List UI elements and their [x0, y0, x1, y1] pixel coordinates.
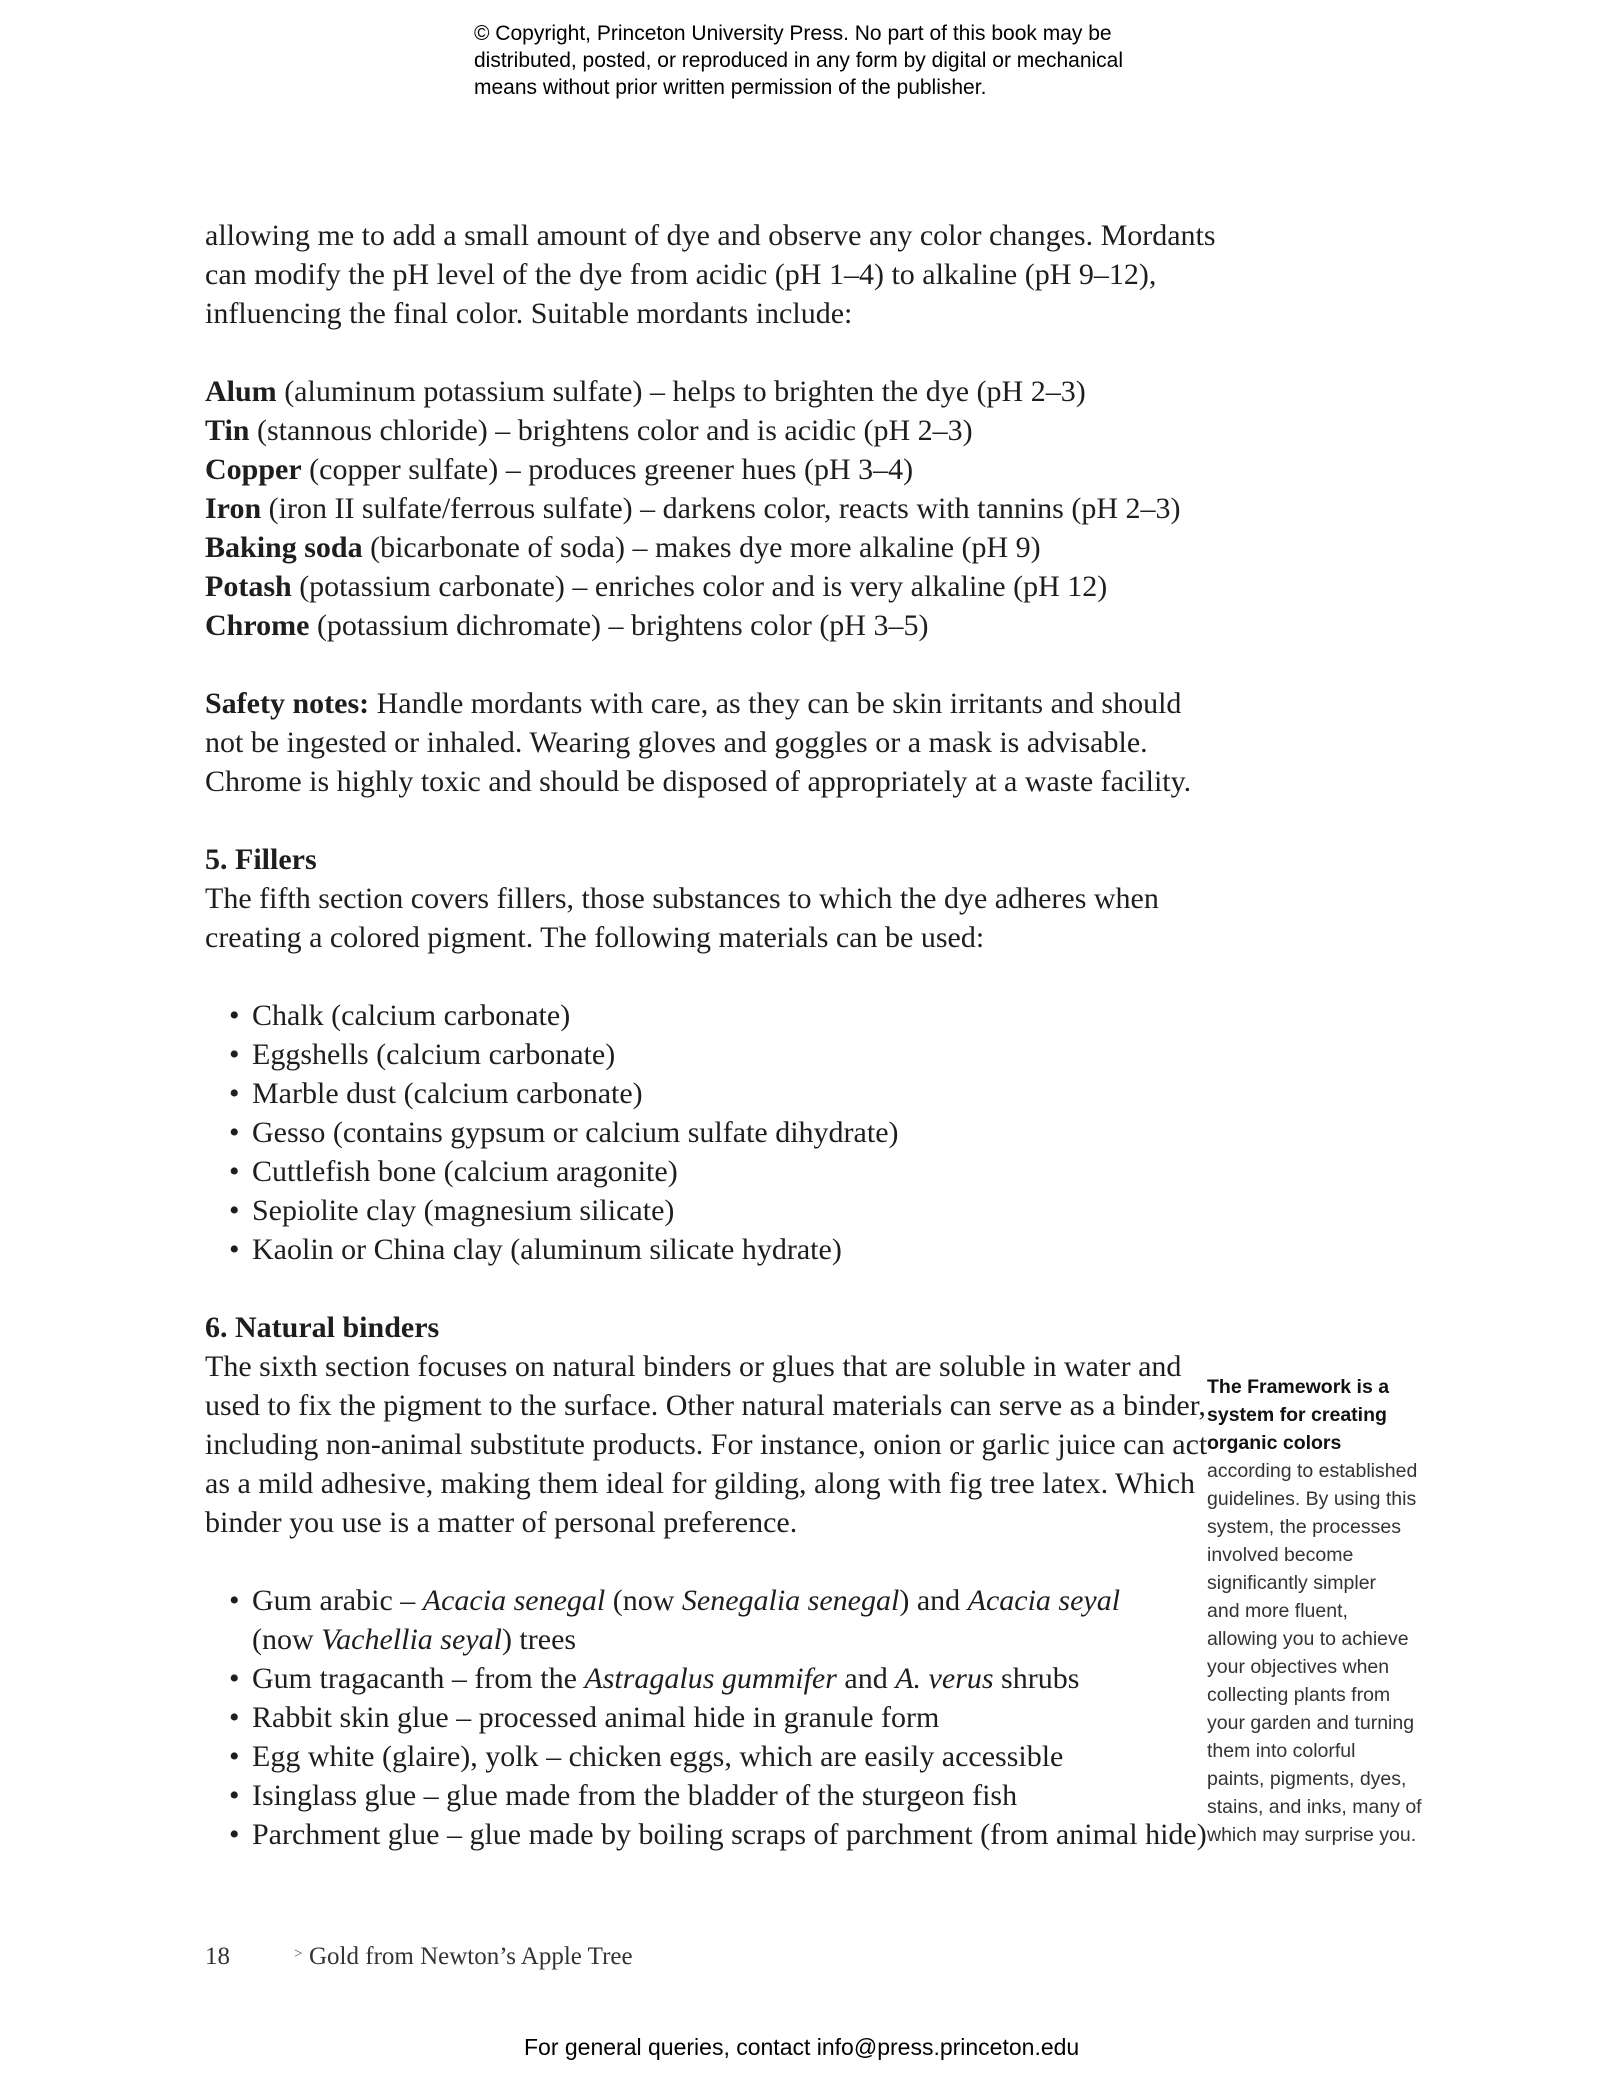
list-item: • Eggshells (calcium carbonate) [205, 1035, 1195, 1074]
sidebar-line: paints, pigments, dyes, [1207, 1768, 1407, 1790]
mordant-desc: (copper sulfate) – produces greener hues (pH 3–4) [301, 453, 914, 486]
list-item: • Gesso (contains gypsum or calcium sulfate dihydrate) [205, 1113, 1195, 1152]
copyright-line: © Copyright, Princeton University Press. No part of this book may be [474, 22, 1112, 45]
running-title: Gold from Newton’s Apple Tree [309, 1943, 633, 1970]
mordant-item [205, 411, 1195, 450]
list-item: • Cuttlefish bone (calcium aragonite) [205, 1152, 1195, 1191]
mordant-name: Tin [205, 414, 250, 447]
mordant-desc: (stannous chloride) – brightens color and is acidic (pH 2–3) [249, 414, 973, 447]
sidebar-line: stains, and inks, many of [1207, 1796, 1422, 1818]
list-item: • Marble dust (calcium carbonate) [205, 1074, 1195, 1113]
mordant-name: Alum [205, 375, 277, 408]
list-item: • Egg white (glaire), yolk – chicken eggs, which are easily accessible [205, 1737, 1195, 1776]
intro-paragraph [205, 216, 1216, 333]
sidebar-line: which may surprise you. [1207, 1824, 1417, 1846]
safety-text: Handle mordants with care, as they can be skin irritants and should [369, 687, 1182, 720]
sidebar-line: guidelines. By using this [1207, 1488, 1417, 1510]
copyright-line: means without prior written permission of the publisher. [474, 76, 987, 99]
sidebar-line: them into colorful [1207, 1740, 1356, 1762]
list-item: • Parchment glue – glue made by boiling scraps of parchment (from animal hide) [205, 1815, 1195, 1854]
fillers-list [205, 996, 1195, 1269]
mordant-name: Potash [205, 570, 292, 603]
mordant-item [205, 489, 1195, 528]
list-item: • Chalk (calcium carbonate) [205, 996, 1195, 1035]
list-item: • Gum tragacanth – from the Astragalus gummifer and A. verus shrubs [205, 1659, 1195, 1698]
list-item: • Gum arabic – Acacia senegal (now Senegalia senegal) and Acacia seyal (now Vachellia seyal) trees [205, 1581, 1195, 1659]
mordant-name: Baking soda [205, 531, 363, 564]
text-line: used to fix the pigment to the surface. Other natural materials can serve as a binder, [205, 1389, 1206, 1422]
footer-separator: > [294, 1946, 303, 1962]
mordant-desc: (aluminum potassium sulfate) – helps to brighten the dye (pH 2–3) [276, 375, 1086, 408]
list-item: • Sepiolite clay (magnesium silicate) [205, 1191, 1195, 1230]
sidebar-line: involved become [1207, 1544, 1354, 1566]
sidebar-line: and more fluent, [1207, 1600, 1348, 1622]
mordant-name: Iron [205, 492, 262, 525]
safety-text: not be ingested or inhaled. Wearing gloves and goggles or a mask is advisable. [205, 726, 1148, 759]
list-item: • Isinglass glue – glue made from the bladder of the sturgeon fish [205, 1776, 1195, 1815]
mordant-desc: (potassium dichromate) – brightens color (pH 3–5) [309, 609, 929, 642]
mordant-name: Chrome [205, 609, 310, 642]
text-line: as a mild adhesive, making them ideal for gilding, along with fig tree latex. Which [205, 1467, 1196, 1500]
mordant-item [205, 450, 1195, 489]
text-line: allowing me to add a small amount of dye and observe any color changes. Mordants [205, 219, 1216, 252]
fillers-section [205, 840, 1195, 1269]
text-line: influencing the final color. Suitable mordants include: [205, 297, 853, 330]
section-heading: 5. Fillers [205, 843, 317, 876]
binders-section [205, 1308, 1208, 1854]
mordant-desc: (bicarbonate of soda) – makes dye more alkaline (pH 9) [362, 531, 1041, 564]
mordant-list [205, 372, 1195, 645]
mordant-desc: (iron II sulfate/ferrous sulfate) – darkens color, reacts with tannins (pH 2–3) [261, 492, 1181, 525]
copyright-notice [474, 20, 1234, 101]
text-line: can modify the pH level of the dye from acidic (pH 1–4) to alkaline (pH 9–12), [205, 258, 1157, 291]
text-line: The fifth section covers fillers, those substances to which the dye adheres when [205, 882, 1159, 915]
sidebar-note [1207, 1373, 1437, 1849]
copyright-line: distributed, posted, or reproduced in any form by digital or mechanical [474, 49, 1124, 72]
mordant-item [205, 606, 1195, 645]
mordant-item [205, 567, 1195, 606]
sidebar-lead: The Framework is a [1207, 1376, 1390, 1398]
text-line: binder you use is a matter of personal preference. [205, 1506, 798, 1539]
sidebar-line: according to established [1207, 1460, 1418, 1482]
contact-line: For general queries, contact info@press.princeton.edu [524, 2034, 1080, 2060]
mordant-name: Copper [205, 453, 302, 486]
text-line: including non-animal substitute products. For instance, onion or garlic juice can act [205, 1428, 1208, 1461]
sidebar-line: your garden and turning [1207, 1712, 1415, 1734]
section-heading: 6. Natural binders [205, 1311, 440, 1344]
mordant-item [205, 372, 1195, 411]
sidebar-lead: system for creating [1207, 1404, 1387, 1426]
sidebar-lead: organic colors [1207, 1432, 1342, 1454]
mordant-item [205, 528, 1195, 567]
binders-list [205, 1581, 1207, 1854]
safety-notes [205, 684, 1195, 801]
safety-text: Chrome is highly toxic and should be disposed of appropriately at a waste facility. [205, 765, 1192, 798]
sidebar-line: your objectives when [1207, 1656, 1390, 1678]
sidebar-line: significantly simpler [1207, 1572, 1377, 1594]
sidebar-line: allowing you to achieve [1207, 1628, 1409, 1650]
page-number: 18 [205, 1943, 230, 1970]
sidebar-line: collecting plants from [1207, 1684, 1391, 1706]
main-text [205, 216, 1216, 1854]
list-item: • Rabbit skin glue – processed animal hide in granule form [205, 1698, 1195, 1737]
list-item: • Kaolin or China clay (aluminum silicate hydrate) [205, 1230, 1195, 1269]
text-line: The sixth section focuses on natural binders or glues that are soluble in water and [205, 1350, 1182, 1383]
text-line: creating a colored pigment. The following materials can be used: [205, 921, 985, 954]
safety-label: Safety notes: [205, 687, 370, 720]
sidebar-line: system, the processes [1207, 1516, 1401, 1538]
mordant-desc: (potassium carbonate) – enriches color and is very alkaline (pH 12) [291, 570, 1108, 603]
